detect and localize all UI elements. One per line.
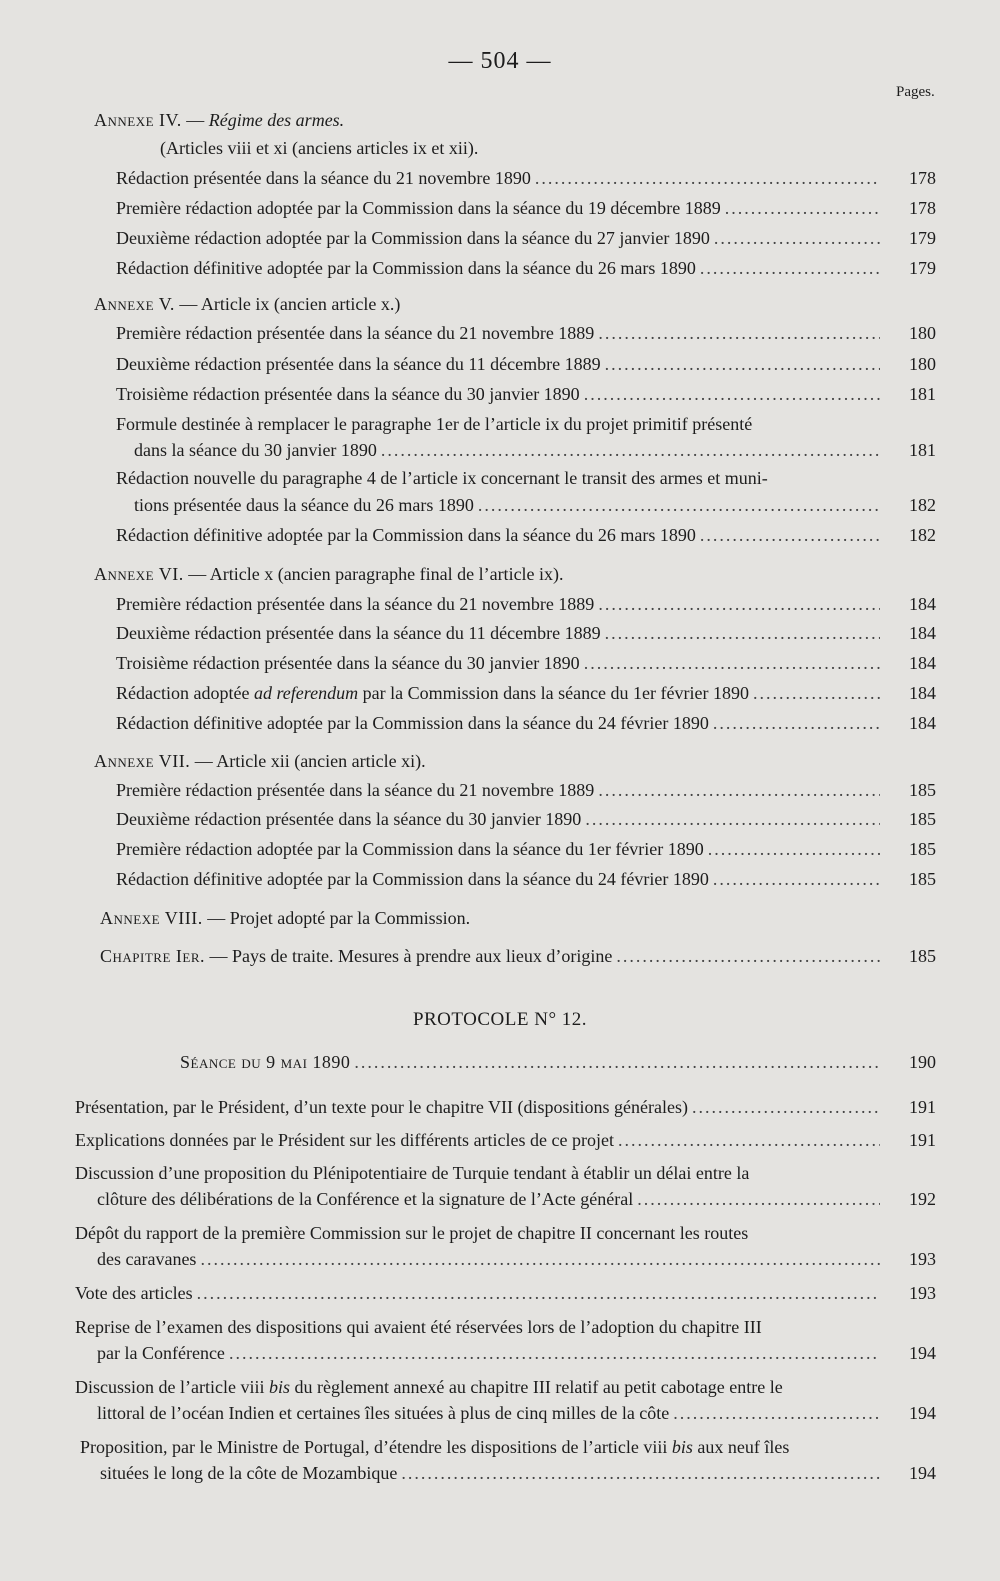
entry-page: 184: [909, 713, 936, 733]
leader-dots: [700, 524, 880, 546]
toc-entry[interactable]: [116, 524, 936, 546]
annex-6-label: Annexe VI.: [94, 564, 184, 584]
leader-dots: [708, 838, 880, 860]
annex-8-title: — Projet adopté par la Commission.: [202, 908, 471, 928]
entry-page: 180: [909, 354, 936, 374]
entry-page: 185: [909, 946, 936, 966]
toc-entry[interactable]: [134, 494, 936, 516]
toc-entry[interactable]: [75, 1282, 936, 1304]
entry-page: 182: [909, 525, 936, 545]
annex-8-label: Annexe VIII.: [100, 908, 203, 928]
entry-page: 194: [909, 1343, 936, 1363]
leader-dots: [725, 197, 880, 219]
toc-entry[interactable]: [97, 1402, 936, 1424]
annex-6-title: — Article x (ancien paragraphe final de l’article ix).: [183, 564, 564, 584]
toc-entry[interactable]: [100, 1462, 936, 1484]
leader-dots: [713, 868, 880, 890]
entry-page: 184: [909, 594, 936, 614]
leader-dots: [753, 682, 880, 704]
entry-line-1: Rédaction nouvelle du paragraphe 4 de l’article ix concernant le transit des armes et muni-: [116, 468, 768, 488]
annex-4-heading: [94, 109, 344, 131]
page-number: — 504 —: [448, 48, 552, 74]
toc-entry[interactable]: [97, 1342, 936, 1364]
entry-page: 192: [909, 1189, 936, 1209]
entry-page: 179: [909, 228, 936, 248]
entry-page: 179: [909, 258, 936, 278]
entry-text: Deuxième rédaction adoptée par la Commission dans la séance du 27 janvier 1890: [116, 228, 710, 248]
ad-referendum: ad referendum: [253, 683, 359, 703]
entry-page: 180: [909, 323, 936, 343]
annex-7-label: Annexe VII.: [94, 751, 191, 771]
entry-text: par la Conférence: [97, 1343, 225, 1363]
entry-text-c: aux neuf îles: [692, 1437, 790, 1457]
toc-entry[interactable]: [116, 227, 936, 249]
toc-entry[interactable]: [116, 322, 936, 344]
toc-entry[interactable]: [116, 167, 936, 189]
entry-text: Première rédaction adoptée par la Commission dans la séance du 1er février 1890: [116, 839, 704, 859]
leader-dots: [381, 439, 880, 461]
entry-text: Première rédaction présentée dans la séance du 21 novembre 1889: [116, 780, 595, 800]
entry-page: 193: [909, 1249, 936, 1269]
leader-dots: [598, 779, 880, 801]
toc-entry[interactable]: [116, 622, 936, 644]
entry-text: Présentation, par le Président, d’un texte pour le chapitre VII (dispositions générales): [75, 1097, 688, 1117]
entry-line-1: Dépôt du rapport de la première Commission sur le projet de chapitre II concernant les routes: [75, 1223, 749, 1243]
toc-entry[interactable]: [97, 1188, 936, 1210]
entry-text: tions présentée daus la séance du 26 mars 1890: [134, 495, 474, 515]
entry-page: 181: [909, 440, 936, 460]
leader-dots: [637, 1188, 880, 1210]
entry-text: Vote des articles: [75, 1283, 193, 1303]
entry-text: Troisième rédaction présentée dans la séance du 30 janvier 1890: [116, 653, 580, 673]
annex-4-subtitle: (Articles viii et xi (anciens articles ix et xii).: [160, 138, 479, 158]
entry-text: Troisième rédaction présentée dans la séance du 30 janvier 1890: [116, 384, 580, 404]
annex-7-heading: [94, 750, 426, 772]
annex-5-label: Annexe V.: [94, 294, 175, 314]
entry-line-1: Formule destinée à remplacer le paragraphe 1er de l’article ix du projet primitif présenté: [116, 414, 753, 434]
entry-text: Deuxième rédaction présentée dans la séance du 11 décembre 1889: [116, 623, 601, 643]
leader-dots: [229, 1342, 880, 1364]
entry-line-1: [80, 1436, 789, 1458]
toc-entry[interactable]: [116, 257, 936, 279]
entry-page: 185: [909, 809, 936, 829]
annex-4-title: Régime des armes.: [208, 110, 345, 130]
entry-text: Deuxième rédaction présentée dans la séance du 11 décembre 1889: [116, 354, 601, 374]
pages-column-label: Pages.: [896, 84, 935, 100]
entry-text: Rédaction définitive adoptée par la Commission dans la séance du 24 février 1890: [116, 713, 709, 733]
annex-4-label: Annexe IV.: [94, 110, 182, 130]
toc-entry[interactable]: [97, 1248, 936, 1270]
entry-page: 178: [909, 168, 936, 188]
toc-entry[interactable]: [116, 353, 936, 375]
toc-entry[interactable]: [116, 712, 936, 734]
annex-6-heading: [94, 563, 564, 585]
entry-page: 191: [909, 1130, 936, 1150]
entry-text: Première rédaction présentée dans la séance du 21 novembre 1889: [116, 594, 595, 614]
entry-text-a: Discussion de l’article viii: [75, 1377, 269, 1397]
leader-dots: [585, 808, 880, 830]
annex-5-title: — Article ix (ancien article x.): [174, 294, 401, 314]
entry-page: 185: [909, 869, 936, 889]
chapter-label: Chapitre Ier.: [100, 946, 205, 966]
entry-text: [116, 682, 749, 704]
leader-dots: [478, 494, 880, 516]
entry-text: Rédaction définitive adoptée par la Commission dans la séance du 26 mars 1890: [116, 525, 696, 545]
leader-dots: [605, 353, 880, 375]
entry-page: 193: [909, 1283, 936, 1303]
leader-dots: [700, 257, 880, 279]
entry-text: clôture des délibérations de la Conférence et la signature de l’Acte général: [97, 1189, 634, 1209]
entry-line-1: Reprise de l’examen des dispositions qui avaient été réservées lors de l’adoption du chapitre III: [75, 1317, 762, 1337]
leader-dots: [535, 167, 880, 189]
toc-entry[interactable]: [180, 1051, 936, 1073]
entry-text-a: Proposition, par le Ministre de Portugal, d’étendre les dispositions de l’article viii: [80, 1437, 672, 1457]
annex-4-dash: —: [181, 110, 209, 130]
toc-entry[interactable]: [116, 838, 936, 860]
toc-entry[interactable]: [134, 439, 936, 461]
toc-entry[interactable]: [116, 383, 936, 405]
entry-line-1: Discussion d’une proposition du Plénipotentiaire de Turquie tendant à établir un délai entre la: [75, 1163, 750, 1183]
leader-dots: [714, 227, 880, 249]
entry-page: 178: [909, 198, 936, 218]
entry-text-a: Rédaction adoptée: [116, 683, 254, 703]
chapter-text: — Pays de traite. Mesures à prendre aux lieux d’origine: [205, 946, 613, 966]
protocol-title: PROTOCOLE N° 12.: [412, 1009, 588, 1030]
toc-entry[interactable]: [116, 682, 936, 704]
entry-line-1: [75, 1376, 783, 1398]
entry-text: Deuxième rédaction présentée dans la séance du 30 janvier 1890: [116, 809, 582, 829]
annex-8-heading: [100, 907, 470, 929]
entry-text: dans la séance du 30 janvier 1890: [134, 440, 377, 460]
entry-page: 181: [909, 384, 936, 404]
entry-text-c: par la Commission dans la séance du 1er février 1890: [358, 683, 749, 703]
bis-italic: bis: [268, 1377, 290, 1397]
entry-text: Première rédaction adoptée par la Commission dans la séance du 19 décembre 1889: [116, 198, 721, 218]
entry-page: 190: [909, 1052, 936, 1072]
entry-page: 182: [909, 495, 936, 515]
annex-7-title: — Article xii (ancien article xi).: [190, 751, 426, 771]
leader-dots: [197, 1282, 880, 1304]
entry-text: littoral de l’océan Indien et certaines îles situées à plus de cinq milles de la côte: [97, 1403, 670, 1423]
leader-dots: [598, 593, 880, 615]
leader-dots: [713, 712, 880, 734]
entry-page: 194: [909, 1403, 936, 1423]
toc-entry[interactable]: [75, 1129, 936, 1151]
toc-entry[interactable]: [116, 593, 936, 615]
entry-text: des caravanes: [97, 1249, 197, 1269]
entry-page: 185: [909, 839, 936, 859]
leader-dots: [598, 322, 880, 344]
entry-page: 184: [909, 653, 936, 673]
toc-entry[interactable]: [116, 197, 936, 219]
entry-page: 184: [909, 623, 936, 643]
entry-text: Première rédaction présentée dans la séance du 21 novembre 1889: [116, 323, 595, 343]
leader-dots: [605, 622, 880, 644]
annex-5-heading: [94, 293, 400, 315]
leader-dots: [584, 383, 880, 405]
toc-entry[interactable]: [100, 945, 936, 967]
entry-text: Rédaction définitive adoptée par la Commission dans la séance du 26 mars 1890: [116, 258, 696, 278]
leader-dots: [200, 1248, 880, 1270]
entry-text-c: du règlement annexé au chapitre III relatif au petit cabotage entre le: [289, 1377, 783, 1397]
leader-dots: [673, 1402, 880, 1424]
entry-text: Rédaction définitive adoptée par la Commission dans la séance du 24 février 1890: [116, 869, 709, 889]
entry-page: 185: [909, 780, 936, 800]
toc-entry[interactable]: [116, 779, 936, 801]
leader-dots: [584, 652, 880, 674]
entry-text: Explications données par le Président sur les différents articles de ce projet: [75, 1130, 614, 1150]
toc-entry[interactable]: [116, 868, 936, 890]
toc-entry[interactable]: [116, 808, 936, 830]
leader-dots: [354, 1051, 880, 1073]
entry-page: 184: [909, 683, 936, 703]
bis-italic: bis: [671, 1437, 693, 1457]
leader-dots: [401, 1462, 880, 1484]
leader-dots: [616, 945, 880, 967]
entry-page: 191: [909, 1097, 936, 1117]
toc-entry[interactable]: [75, 1096, 936, 1118]
entry-text: situées le long de la côte de Mozambique: [100, 1463, 398, 1483]
entry-page: 194: [909, 1463, 936, 1483]
toc-entry[interactable]: [116, 652, 936, 674]
entry-text: Rédaction présentée dans la séance du 21 novembre 1890: [116, 168, 531, 188]
entry-text: [100, 945, 612, 967]
leader-dots: [618, 1129, 880, 1151]
leader-dots: [692, 1096, 880, 1118]
seance-heading: Séance du 9 mai 1890: [180, 1052, 351, 1072]
